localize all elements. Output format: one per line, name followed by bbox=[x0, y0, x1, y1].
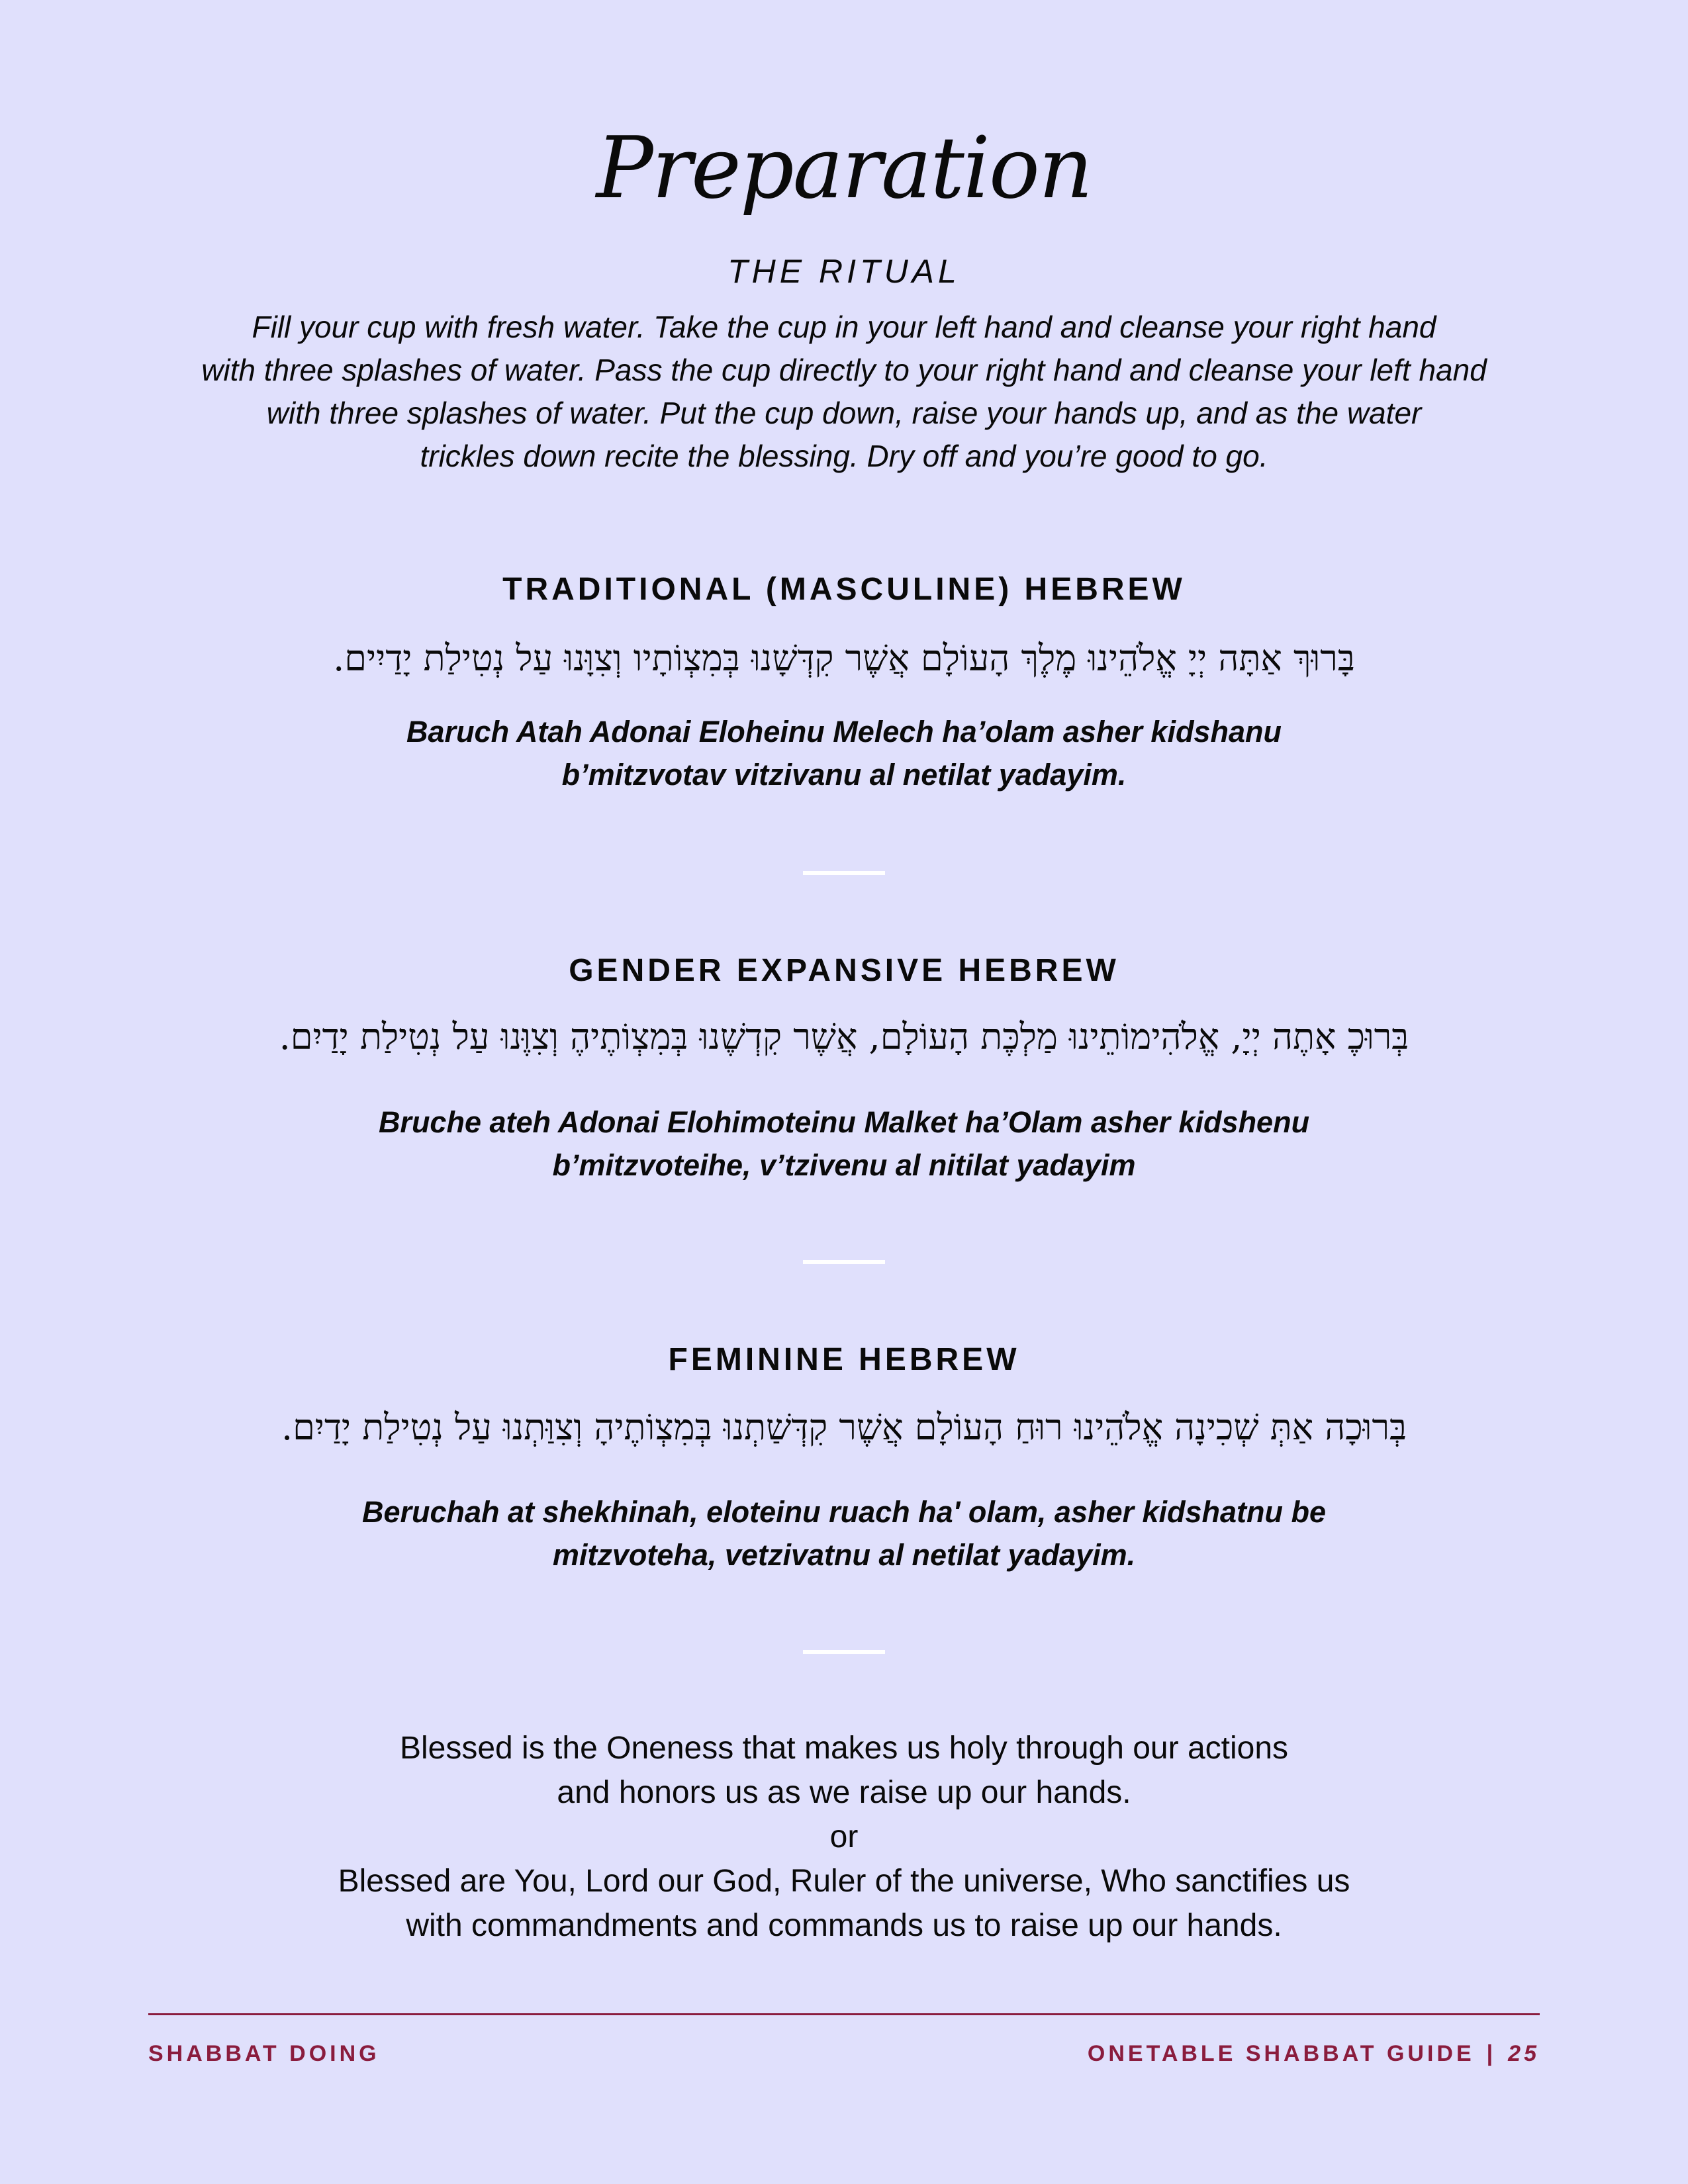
section-subtitle: THE RITUAL bbox=[727, 253, 961, 290]
transliteration-line: Baruch Atah Adonai Eloheinu Melech ha’olam asher kidshanu bbox=[406, 715, 1282, 749]
english-line: or bbox=[829, 1819, 859, 1854]
page-title: Preparation bbox=[596, 119, 1092, 218]
footer-guide-title: ONETABLE SHABBAT GUIDE bbox=[1087, 2041, 1475, 2066]
ritual-line: Fill your cup with fresh water. Take the cup in your left hand and cleanse your right hand bbox=[252, 310, 1436, 344]
ritual-line: with three splashes of water. Put the cup down, raise your hands up, and as the water bbox=[266, 396, 1422, 430]
feminine-heading: FEMININE HEBREW bbox=[668, 1342, 1020, 1377]
gender-expansive-hebrew-blessing: בְּרוּכֶ אָתֶה יְיָ, אֱלֹהִימוֹתֵינוּ מַלְכֶּת הָעוֹלָם, אֲשֶׁר קִדְשֶׁנוּ בְּמִצְוֹתֶיהֶ וְצִוֶּנוּ עַל נְטִילַת יָדַיִם. bbox=[279, 1016, 1409, 1058]
footer-guide-label bbox=[1088, 2035, 1540, 2072]
ritual-instructions bbox=[132, 306, 1556, 478]
ritual-line: trickles down recite the blessing. Dry off and you’re good to go. bbox=[420, 439, 1268, 473]
footer-separator: | bbox=[1486, 2041, 1497, 2066]
transliteration-line: Bruche ateh Adonai Elohimoteinu Malket ha’Olam asher kidshenu bbox=[378, 1105, 1310, 1139]
english-line: with commandments and commands us to raise up our hands. bbox=[406, 1908, 1282, 1943]
english-translation bbox=[165, 1726, 1523, 1948]
english-line: Blessed are You, Lord our God, Ruler of the universe, Who sanctifies us bbox=[338, 1864, 1350, 1899]
traditional-transliteration bbox=[165, 710, 1523, 796]
english-line: Blessed is the Oneness that makes us holy through our actions bbox=[399, 1731, 1289, 1766]
footer-section-label: SHABBAT DOING bbox=[148, 2041, 380, 2066]
traditional-hebrew-blessing: בָּרוּךְ אַתָּה יְיָ אֱלֹהֵינוּ מֶלֶךְ הָעוֹלָם אֲשֶׁר קִדְּשָׁנוּ בְּמִצְוֹתָיו וְצִוָּנוּ עַל נְטִילַת יָדַיִים. bbox=[333, 637, 1355, 679]
transliteration-line: b’mitzvotav vitzivanu al netilat yadayim. bbox=[561, 758, 1127, 792]
english-line: and honors us as we raise up our hands. bbox=[557, 1775, 1131, 1810]
transliteration-line: b’mitzvoteihe, v’tzivenu al nitilat yadayim bbox=[552, 1148, 1136, 1182]
ritual-line: with three splashes of water. Pass the cup directly to your right hand and cleanse your left hand bbox=[201, 353, 1487, 387]
transliteration-line: Beruchah at shekhinah, eloteinu ruach ha' olam, asher kidshatnu be bbox=[361, 1495, 1327, 1529]
gender-expansive-heading: GENDER EXPANSIVE HEBREW bbox=[569, 953, 1119, 988]
feminine-transliteration bbox=[165, 1490, 1523, 1576]
gender-expansive-transliteration bbox=[165, 1101, 1523, 1187]
transliteration-line: mitzvoteha, vetzivatnu al netilat yadayim. bbox=[552, 1538, 1136, 1572]
section-divider bbox=[803, 1650, 885, 1654]
traditional-heading: TRADITIONAL (MASCULINE) HEBREW bbox=[502, 572, 1186, 607]
feminine-hebrew-blessing: בְּרוּכָה אַתְּ שְׁכִינָה אֱלֹהֵינוּ רוּחַ הָעוֹלָם אֲשֶׁר קִדְּשַׁתְנוּ בְּמִצְוֹתֶיהָ וְצִוַּתְנוּ עַל נְטִילַת יָדַיִם. bbox=[281, 1406, 1407, 1448]
section-divider bbox=[803, 1260, 885, 1264]
page-number: 25 bbox=[1508, 2041, 1540, 2066]
section-divider bbox=[803, 871, 885, 875]
footer-rule bbox=[148, 2013, 1540, 2015]
